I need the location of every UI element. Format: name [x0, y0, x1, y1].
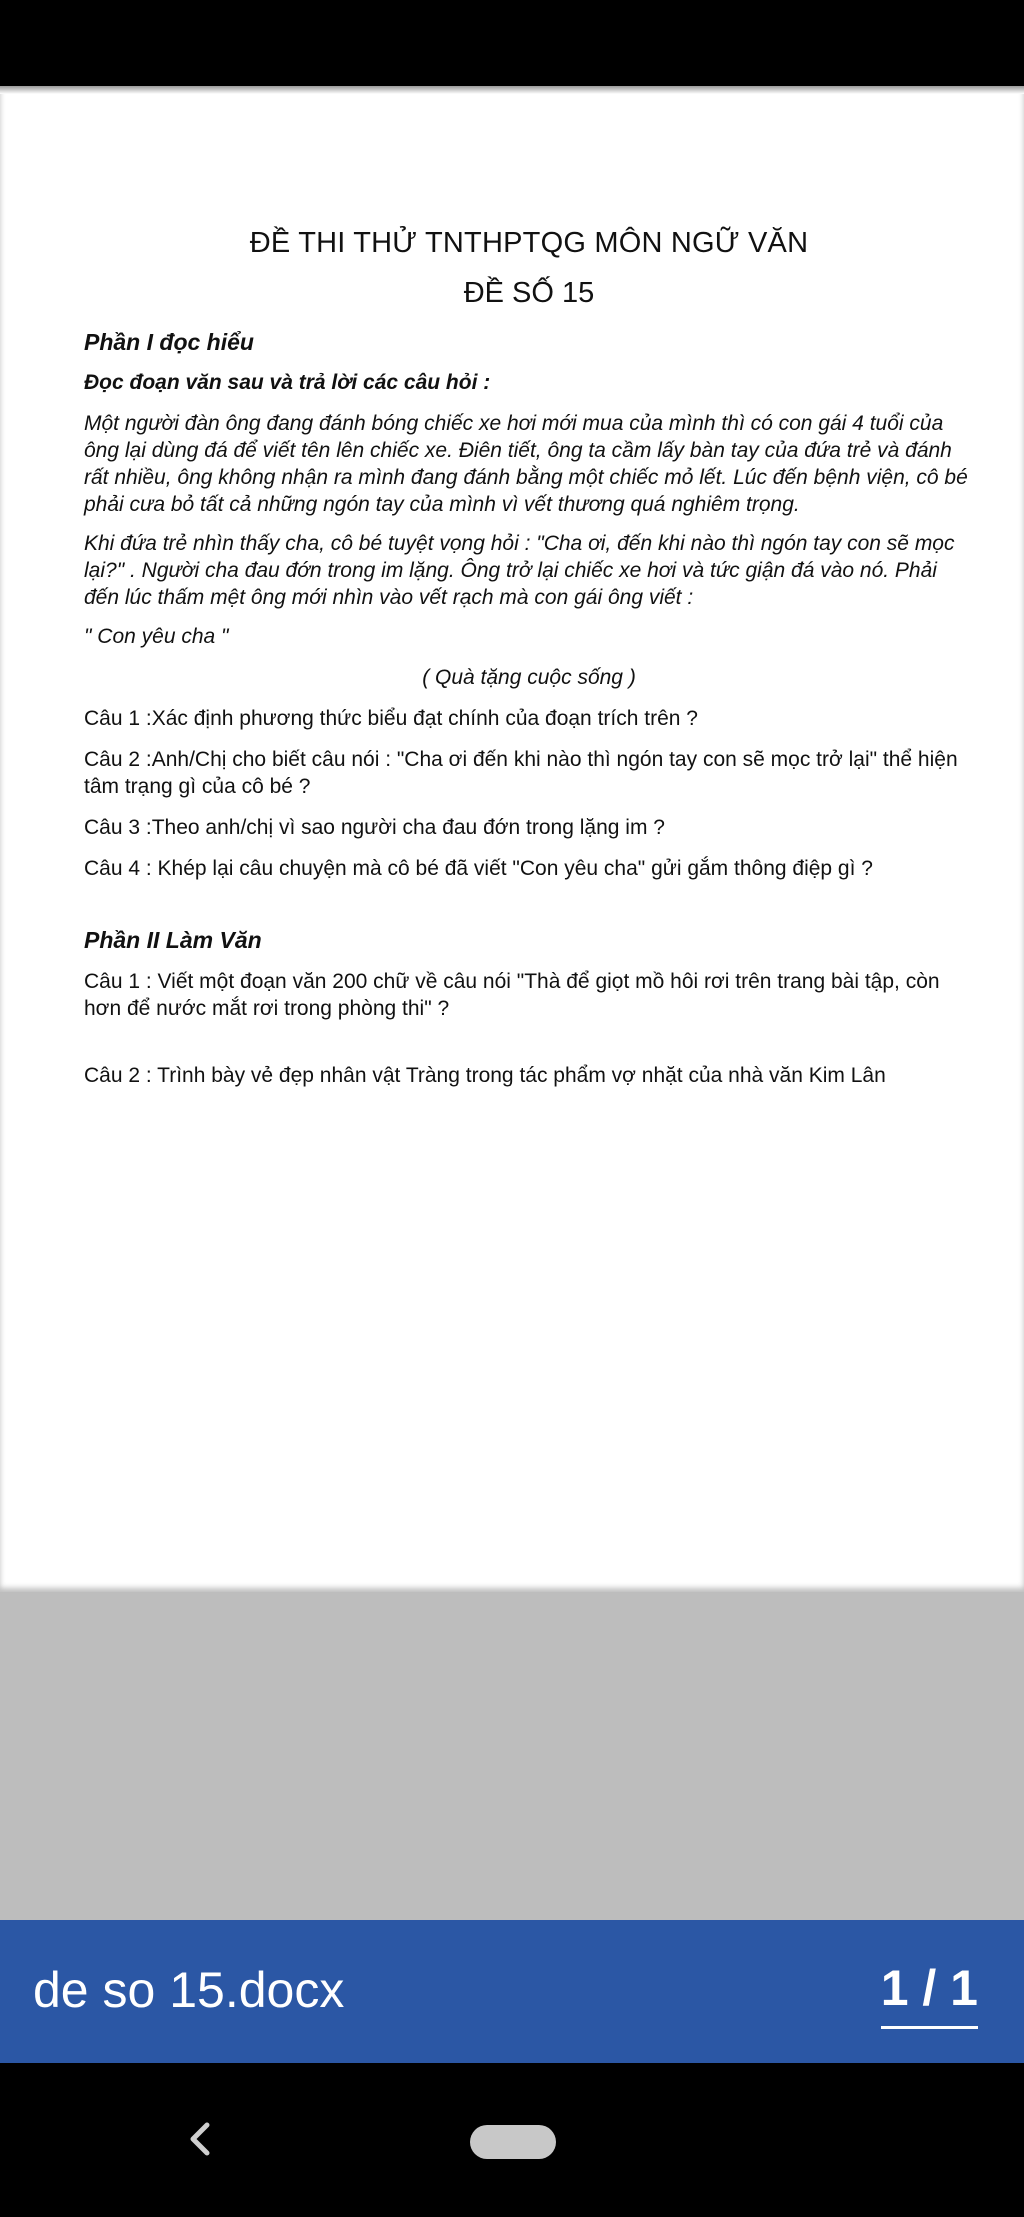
- question-4: Câu 4 : Khép lại câu chuyện mà cô bé đã viết "Con yêu cha" gửi gắm thông điệp gì ?: [84, 857, 873, 880]
- passage-quote: " Con yêu cha ": [84, 625, 229, 648]
- part1-instruction: Đọc đoạn văn sau và trả lời các câu hỏi :: [84, 371, 491, 394]
- part1-heading: Phần I đọc hiểu: [84, 329, 254, 355]
- home-button[interactable]: [470, 2125, 556, 2159]
- chevron-left-icon: [185, 2119, 215, 2159]
- system-nav-bar: [0, 2063, 1024, 2217]
- back-button[interactable]: [170, 2109, 230, 2169]
- page-indicator[interactable]: 1 / 1: [881, 1958, 978, 2029]
- document-page[interactable]: [0, 86, 1024, 1592]
- passage-source: ( Quà tặng cuộc sống ): [422, 666, 636, 689]
- document-title: ĐỀ THI THỬ TNTHPTQG MÔN NGỮ VĂN: [249, 227, 809, 259]
- question-1: Câu 1 :Xác định phương thức biểu đạt chính của đoạn trích trên ?: [84, 707, 698, 730]
- viewer-bottom-bar: [0, 1920, 1024, 2063]
- document-content: [84, 226, 974, 1103]
- passage-paragraph-2: Khi đứa trẻ nhìn thấy cha, cô bé tuyệt vọng hỏi : "Cha ơi, đến khi nào thì ngón tay con sẽ mọc lại?" . Người cha đau đớn trong im lặng. Ông trở lại chiếc xe hơi và tức giận đá vào nó. Phải đến lúc thấm mệt ông mới nhìn vào vết rạch mà con gái ông viết :: [84, 532, 955, 609]
- document-subtitle: ĐỀ SỐ 15: [463, 277, 595, 309]
- essay-question-1: Câu 1 : Viết một đoạn văn 200 chữ về câu nói "Thà để giọt mồ hôi rơi trên trang bài tập, còn hơn để nước mắt rơi trong phòng thi" ?: [84, 970, 940, 1020]
- question-3: Câu 3 :Theo anh/chị vì sao người cha đau đớn trong lặng im ?: [84, 816, 665, 839]
- file-name: de so 15.docx: [33, 1962, 345, 2018]
- passage-paragraph-1: Một người đàn ông đang đánh bóng chiếc xe hơi mới mua của mình thì có con gái 4 tuổi của ông lại dùng đá để viết tên lên chiếc xe. Điên tiết, ông ta cầm lấy bàn tay của đứa trẻ và đánh rất nhiều, ông không nhận ra mình đang đánh bằng một chiếc mỏ lết. Lúc đến bệnh viện, cô bé phải cưa bỏ tất cả những ngón tay của mình vì vết thương quá nghiêm trọng.: [84, 412, 968, 516]
- essay-question-2: Câu 2 : Trình bày vẻ đẹp nhân vật Tràng trong tác phẩm vợ nhặt của nhà văn Kim Lân: [84, 1064, 886, 1087]
- status-bar: [0, 0, 1024, 86]
- part2-heading: Phần II Làm Văn: [84, 927, 262, 953]
- question-2: Câu 2 :Anh/Chị cho biết câu nói : "Cha ơi đến khi nào thì ngón tay con sẽ mọc trở lại" thể hiện tâm trạng gì của cô bé ?: [84, 748, 958, 798]
- page-shadow: [0, 86, 1024, 94]
